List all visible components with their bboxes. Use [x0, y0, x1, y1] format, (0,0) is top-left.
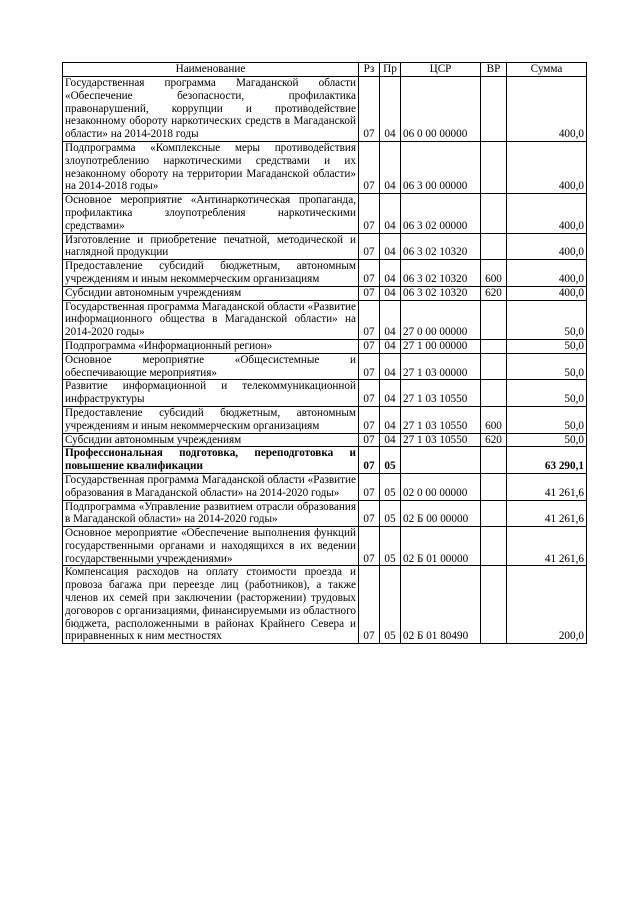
row-vr: [481, 339, 507, 353]
table-row: [63, 141, 587, 193]
row-csr: 02 Б 01 80490: [401, 566, 481, 644]
row-name: Государственная программа Магаданской области «Развитие информационного общества в Магаданской области» на 2014-2020 годы»: [63, 300, 359, 339]
row-pr: 04: [380, 286, 401, 300]
row-csr: 06 3 02 10320: [401, 260, 481, 287]
row-name: Государственная программа Магаданской области «Развитие образования в Магаданской области» на 2014-2020 годы»: [63, 473, 359, 500]
header-name: Наименование: [63, 63, 359, 77]
row-vr: [481, 233, 507, 260]
row-rz: 07: [359, 473, 380, 500]
row-name: Субсидии автономным учреждениям: [63, 433, 359, 447]
table-row: [63, 473, 587, 500]
row-csr: 06 3 02 00000: [401, 194, 481, 233]
row-vr: [481, 473, 507, 500]
row-rz: 07: [359, 286, 380, 300]
row-pr: 05: [380, 500, 401, 527]
row-name: Подпрограмма «Комплексные меры противодействия злоупотреблению наркотическими средствами и их незаконному обороту на территории Магаданской области» на 2014-2018 годы»: [63, 141, 359, 193]
row-rz: 07: [359, 339, 380, 353]
row-vr: [481, 447, 507, 474]
row-name: Субсидии автономным учреждениям: [63, 286, 359, 300]
table-row: [63, 260, 587, 287]
row-pr: 04: [380, 77, 401, 142]
row-rz: 07: [359, 141, 380, 193]
table-row: [63, 353, 587, 380]
header-pr: Пр: [380, 63, 401, 77]
row-csr: 27 0 00 00000: [401, 300, 481, 339]
row-sum: 41 261,6: [507, 527, 587, 566]
row-vr: 600: [481, 260, 507, 287]
row-sum: 400,0: [507, 194, 587, 233]
row-pr: 05: [380, 566, 401, 644]
row-rz: 07: [359, 260, 380, 287]
row-pr: 04: [380, 406, 401, 433]
table-row: [63, 77, 587, 142]
row-vr: [481, 194, 507, 233]
row-vr: [481, 527, 507, 566]
table-row: [63, 433, 587, 447]
row-sum: 50,0: [507, 406, 587, 433]
row-name: Профессиональная подготовка, переподготовка и повышение квалификации: [63, 447, 359, 474]
table-header-row: [63, 63, 587, 77]
row-name: Подпрограмма «Информационный регион»: [63, 339, 359, 353]
row-csr: 06 3 02 10320: [401, 286, 481, 300]
header-rz: Рз: [359, 63, 380, 77]
row-vr: [481, 141, 507, 193]
row-sum: 400,0: [507, 77, 587, 142]
row-vr: [481, 300, 507, 339]
row-rz: 07: [359, 566, 380, 644]
table-row: [63, 447, 587, 474]
row-rz: 07: [359, 300, 380, 339]
row-rz: 07: [359, 500, 380, 527]
header-csr: ЦСР: [401, 63, 481, 77]
row-vr: 620: [481, 433, 507, 447]
row-vr: [481, 500, 507, 527]
row-rz: 07: [359, 406, 380, 433]
table-row: [63, 286, 587, 300]
table-row: [63, 406, 587, 433]
row-pr: 04: [380, 433, 401, 447]
row-vr: [481, 380, 507, 407]
row-sum: 400,0: [507, 233, 587, 260]
row-csr: 06 3 00 00000: [401, 141, 481, 193]
row-name: Предоставление субсидий бюджетным, автономным учреждениям и иным некоммерческим организациям: [63, 406, 359, 433]
row-rz: 07: [359, 233, 380, 260]
row-sum: 400,0: [507, 141, 587, 193]
row-vr: [481, 353, 507, 380]
header-sum: Сумма: [507, 63, 587, 77]
row-rz: 07: [359, 527, 380, 566]
row-sum: 50,0: [507, 353, 587, 380]
row-sum: 41 261,6: [507, 473, 587, 500]
table-row: [63, 194, 587, 233]
row-vr: [481, 77, 507, 142]
row-sum: 50,0: [507, 433, 587, 447]
row-pr: 04: [380, 339, 401, 353]
row-csr: 02 0 00 00000: [401, 473, 481, 500]
row-name: Развитие информационной и телекоммуникационной инфраструктуры: [63, 380, 359, 407]
row-vr: 600: [481, 406, 507, 433]
row-csr: [401, 447, 481, 474]
row-vr: 620: [481, 286, 507, 300]
row-pr: 05: [380, 447, 401, 474]
header-vr: ВР: [481, 63, 507, 77]
row-csr: 27 1 00 00000: [401, 339, 481, 353]
row-pr: 04: [380, 194, 401, 233]
row-sum: 400,0: [507, 286, 587, 300]
row-sum: 50,0: [507, 380, 587, 407]
row-rz: 07: [359, 77, 380, 142]
row-rz: 07: [359, 194, 380, 233]
row-pr: 04: [380, 353, 401, 380]
row-rz: 07: [359, 447, 380, 474]
row-name: Основное мероприятие «Общесистемные и обеспечивающие мероприятия»: [63, 353, 359, 380]
row-sum: 50,0: [507, 300, 587, 339]
row-sum: 41 261,6: [507, 500, 587, 527]
row-pr: 04: [380, 141, 401, 193]
row-vr: [481, 566, 507, 644]
row-name: Государственная программа Магаданской области «Обеспечение безопасности, профилактика правонарушений, коррупции и противодействие незаконному обороту наркотических средств в Магаданской области» на 2014-2018 годы: [63, 77, 359, 142]
row-csr: 02 Б 00 00000: [401, 500, 481, 527]
row-name: Изготовление и приобретение печатной, методической и наглядной продукции: [63, 233, 359, 260]
row-name: Подпрограмма «Управление развитием отрасли образования в Магаданской области» на 2014-2020 годы»: [63, 500, 359, 527]
row-csr: 06 3 02 10320: [401, 233, 481, 260]
table-row: [63, 527, 587, 566]
budget-table: [62, 62, 587, 644]
row-rz: 07: [359, 380, 380, 407]
table-row: [63, 500, 587, 527]
row-rz: 07: [359, 353, 380, 380]
row-name: Компенсация расходов на оплату стоимости проезда и провоза багажа при переезде лиц (работников), а также членов их семей при заключении (расторжении) трудовых договоров с организациями, финансируемыми из областного бюджета, расположенными в районах Крайнего Севера и приравненных к ним местностях: [63, 566, 359, 644]
row-csr: 27 1 03 00000: [401, 353, 481, 380]
table-row: [63, 339, 587, 353]
row-sum: 400,0: [507, 260, 587, 287]
table-row: [63, 566, 587, 644]
row-pr: 04: [380, 233, 401, 260]
row-sum: 63 290,1: [507, 447, 587, 474]
row-name: Основное мероприятие «Обеспечение выполнения функций государственными органами и находящихся в их ведении государственными учреждениями»: [63, 527, 359, 566]
row-pr: 04: [380, 380, 401, 407]
table-row: [63, 233, 587, 260]
row-csr: 02 Б 01 00000: [401, 527, 481, 566]
row-csr: 27 1 03 10550: [401, 380, 481, 407]
row-rz: 07: [359, 433, 380, 447]
row-pr: 04: [380, 300, 401, 339]
row-pr: 05: [380, 473, 401, 500]
row-sum: 200,0: [507, 566, 587, 644]
row-name: Основное мероприятие «Антинаркотическая пропаганда, профилактика злоупотребления наркотическими средствами»: [63, 194, 359, 233]
row-csr: 27 1 03 10550: [401, 433, 481, 447]
row-name: Предоставление субсидий бюджетным, автономным учреждениям и иным некоммерческим организациям: [63, 260, 359, 287]
table-row: [63, 380, 587, 407]
row-sum: 50,0: [507, 339, 587, 353]
row-csr: 27 1 03 10550: [401, 406, 481, 433]
row-csr: 06 0 00 00000: [401, 77, 481, 142]
table-row: [63, 300, 587, 339]
row-pr: 04: [380, 260, 401, 287]
row-pr: 05: [380, 527, 401, 566]
